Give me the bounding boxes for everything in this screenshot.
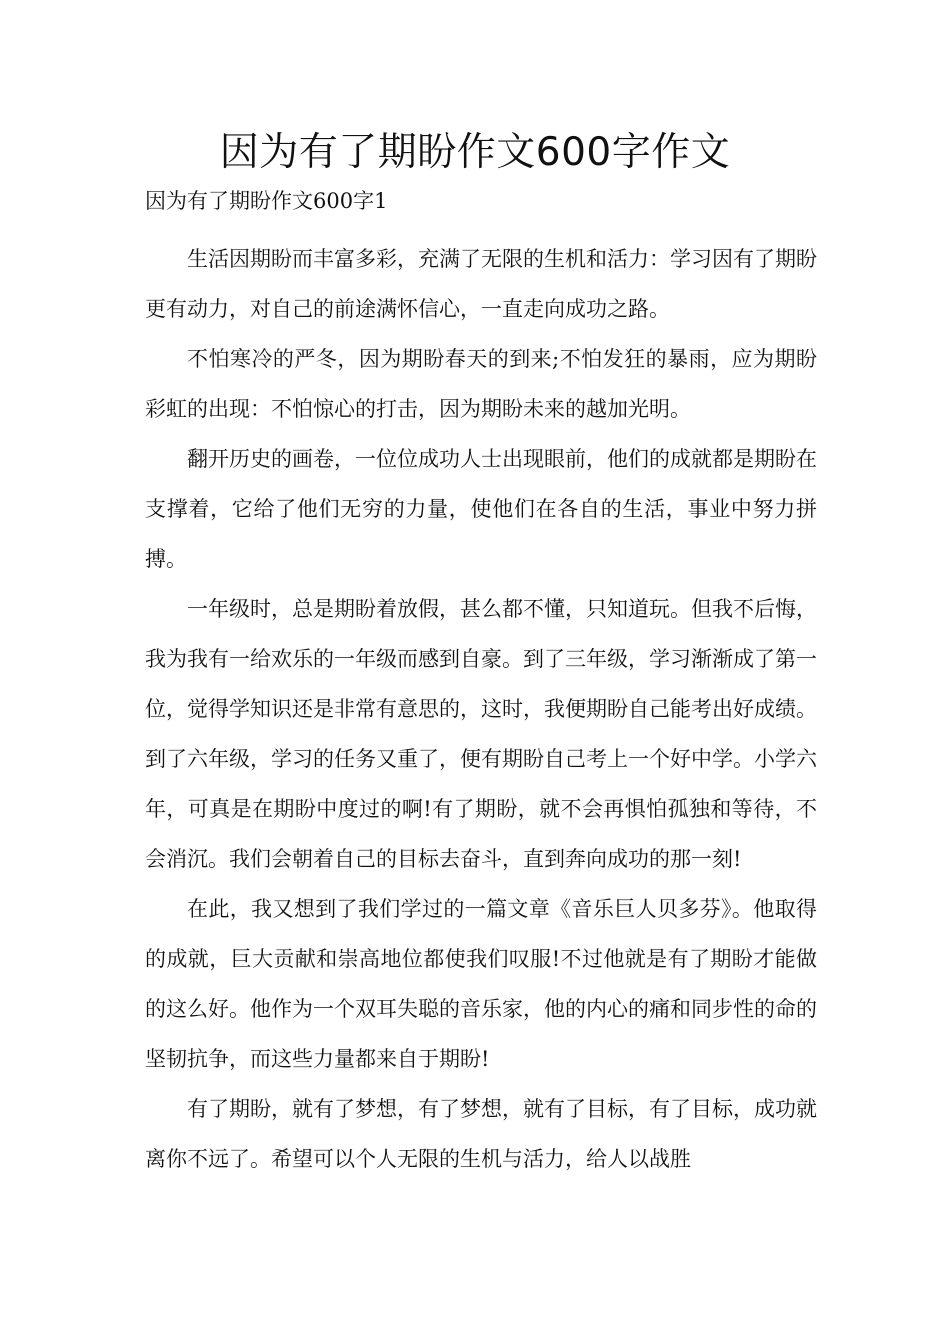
paragraph: 翻开历史的画卷，一位位成功人士出现眼前，他们的成就都是期盼在支撑着，它给了他们无穷的力量，使他们在各自的生活，事业中努力拼搏。 bbox=[145, 447, 817, 571]
document-title: 因为有了期盼作文600字作文 bbox=[219, 130, 731, 175]
paragraph: 在此，我又想到了我们学过的一篇文章《音乐巨人贝多芬》。他取得的成就，巨大贡献和崇高地位都使我们叹服!不过他就是有了期盼才能做的这么好。他作为一个双耳失聪的音乐家，他的内心的痛和同步性的命的坚韧抗争，而这些力量都来自于期盼! bbox=[145, 897, 817, 1071]
document-subtitle: 因为有了期盼作文600字1 bbox=[145, 189, 388, 213]
paragraph: 有了期盼，就有了梦想，有了梦想，就有了目标，有了目标，成功就离你不远了。希望可以个人无限的生机与活力，给人以战胜 bbox=[145, 1097, 817, 1171]
paragraph: 一年级时，总是期盼着放假，甚么都不懂，只知道玩。但我不后悔，我为我有一给欢乐的一年级而感到自豪。到了三年级，学习渐渐成了第一位，觉得学知识还是非常有意思的，这时，我便期盼自己能考出好成绩。到了六年级，学习的任务又重了，便有期盼自己考上一个好中学。小学六年，可真是在期盼中度过的啊!有了期盼，就不会再惧怕孤独和等待，不会消沉。我们会朝着自己的目标去奋斗，直到奔向成功的那一刻! bbox=[145, 597, 817, 871]
document-body bbox=[145, 234, 817, 1184]
paragraph: 不怕寒冷的严冬，因为期盼春天的到来;不怕发狂的暴雨，应为期盼彩虹的出现：不怕惊心的打击，因为期盼未来的越加光明。 bbox=[145, 347, 817, 421]
paragraph: 生活因期盼而丰富多彩，充满了无限的生机和活力：学习因有了期盼更有动力，对自己的前途满怀信心，一直走向成功之路。 bbox=[145, 247, 817, 321]
